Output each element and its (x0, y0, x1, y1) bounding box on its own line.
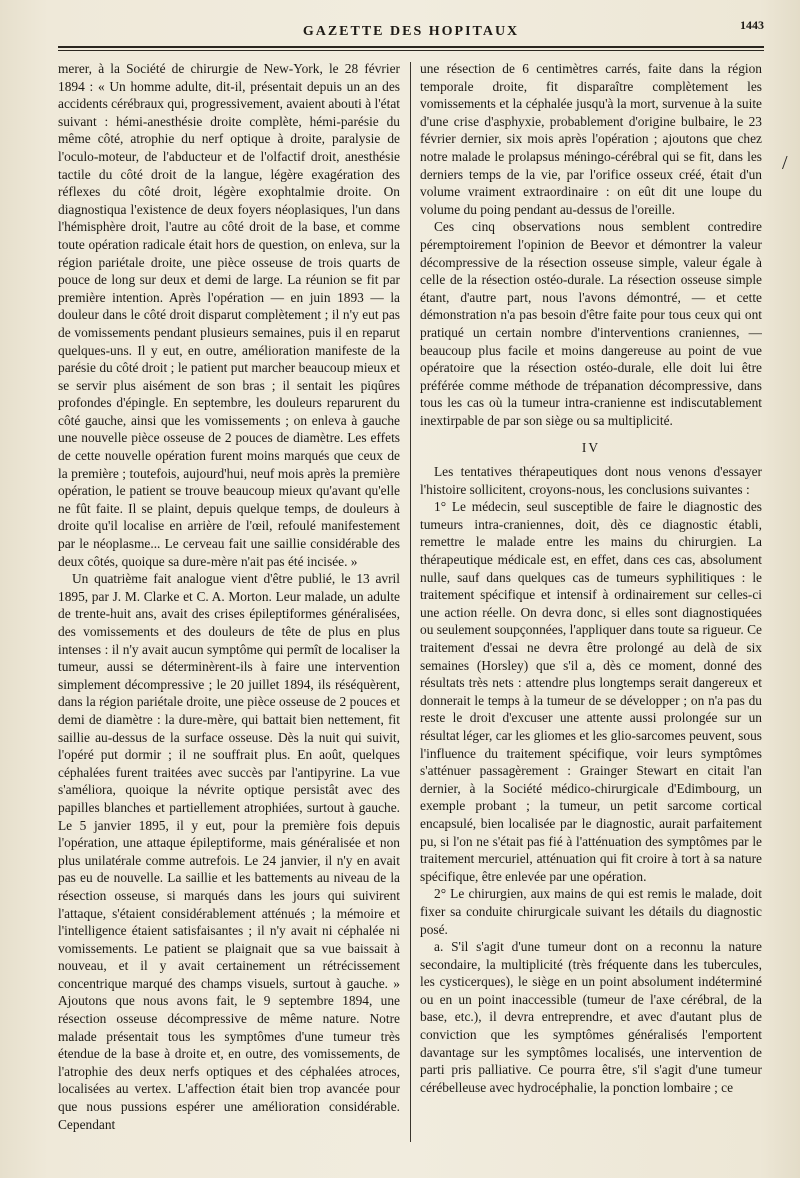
right-column (420, 60, 762, 1150)
paragraph: Un quatrième fait analogue vient d'être publié, le 13 avril 1895, par J. M. Clarke et C. A. Morton. Leur malade, un adulte de trente-huit ans, avait des crises épileptiformes généralisées, des vomissements et des douleurs de tête de plus en plus intenses : il n'y avait aucun symptôme qui permît de localiser la tumeur, aussi se déterminèrent-ils à faire une intervention simplement décompressive ; le 20 juillet 1894, ils réséquèrent, dans la région pariétale droite, une pièce osseuse de 2 pouces et demi de diamètre : la dure-mère, qui battait bien nettement, fit saillie au-dessus de la surface osseuse. Dès la nuit qui suivit, l'opéré put dormir ; il ne souffrait plus. En août, quelques céphalées furent traitées avec succès par l'antipyrine. La vue s'améliora, quoique la névrite optique persistât avec des papilles blanches et partiellement atrophiées, surtout à gauche. Le 5 janvier 1895, il y eut, pour la première fois depuis l'opération, une attaque épileptiforme, mais généralisée et non plus unilatérale comme autrefois. Le 24 janvier, il n'y en avait pas eu de nouvelle. La saillie et les battements au niveau de la résection osseuse, si marqués dans les jours qui suivirent l'attaque, s'étaient considérablement atténués ; la mémoire et l'intelligence étaient satisfaisantes ; il n'y avait ni céphalée ni vomissements. Le patient se plaignait que sa vue baissait à nouveau, et il y avait certainement un rétrécissement concentrique marqué des champs visuels, surtout à gauche. » Ajoutons que nous avons fait, le 9 septembre 1894, une résection osseuse décompressive de même nature. Notre malade présentait tous les symptômes d'une tumeur très étendue de la base à droite et, en outre, des vomissements, de l'atrophie des deux nerfs optiques et des céphalées atroces, localisées au vertex. L'affection était bien trop avancée pour que nous pussions espérer une amélioration considérable. Cependant (58, 571, 400, 1132)
paragraph: a. S'il s'agit d'une tumeur dont on a reconnu la nature secondaire, la multiplicité (très fréquente dans les tubercules, les cysticerques), le siège en un point absolument indéterminé ou en un point inaccessible (tumeur de l'axe cérébral, de la base, etc.), il devra entreprendre, et avec d'autant plus de conviction que les symptômes généralisés l'emportent davantage sur les symptômes localisés, une intervention de parti pris palliative. Ce pourra être, s'il s'agit d'une tumeur cérébelleuse avec hydrocéphalie, la ponction lombaire ; ce (420, 939, 762, 1095)
page-header (58, 14, 764, 54)
page-number: 1443 (740, 18, 764, 32)
paragraph: 1° Le médecin, seul susceptible de faire le diagnostic des tumeurs intra-craniennes, doit, dès ce diagnostic établi, remettre le malade entre les mains du chirurgien. La thérapeutique médicale est, en effet, dans ces cas, absolument nulle, sauf dans quelques cas de tumeurs syphilitiques : le traitement spécifique et intensif à ordinairement sur celles-ci une action réelle. On devra donc, si elles sont diagnostiquées ou seulement soupçonnées, l'appliquer dans toute sa rigueur. Ce traitement d'essai ne devra être prolongé au delà de six semaines (Horsley) que s'il a, dès ce moment, donné des résultats très nets : attendre plus longtemps serait dangereux et donnerait le temps à la tumeur de se développer ; on n'a pas du reste le droit d'excuser une attente aussi prolongée sur un résultat léger, car les gliomes et les glio-sarcomes peuvent, sous l'influence du traitement spécifique, voir leurs symptômes s'atténuer passagèrement : Grainger Stewart en citait l'an dernier, à la Société médico-chirurgicale d'Edimbourg, un exemple probant ; la tumeur, un petit sarcome cortical encapsulé, bien localisée par le diagnostic, aurait parfaitement pu, si l'on ne s'était pas fié à l'atténuation des symptômes par le traitement mercuriel, atténuation qui fit croire à tort à sa nature spécifique, être enlevée par une opération. (420, 499, 762, 884)
paragraph: Ces cinq observations nous semblent contredire péremptoirement l'opinion de Beevor et démontrer la valeur décompressive de la résection osseuse simple, valeur égale à celle de la résection ostéo-durale. La résection osseuse simple étant, d'autre part, nous l'avons démontré, — et cette démonstration n'a pas besoin d'être faite pour tous ceux qui ont pratiqué un certain nombre d'interventions craniennes, — beaucoup plus facile et moins dangereuse au point de vue opératoire que la résection ostéo-durale, elle doit lui être préférée comme méthode de trépanation décompressive, dans tous les cas où la tumeur intra-cranienne est indiscutablement inextirpable de par son siège ou sa multiplicité. (420, 219, 762, 428)
header-rule-thin (58, 50, 764, 51)
section-heading: IV (581, 440, 601, 456)
header-rule (58, 46, 764, 48)
paragraph: Les tentatives thérapeutiques dont nous venons d'essayer l'histoire sollicitent, croyons-nous, les conclusions suivantes : (420, 464, 762, 497)
paragraph: 2° Le chirurgien, aux mains de qui est remis le malade, doit fixer sa conduite chirurgicale suivant les détails du diagnostic posé. (420, 886, 762, 937)
column-divider (410, 62, 411, 1142)
paragraph: merer, à la Société de chirurgie de New-York, le 28 février 1894 : « Un homme adulte, dit-il, présentait depuis un an des accidents cérébraux qui, progressivement, avaient abouti à l'état suivant : hémi-anesthésie droite complète, hémi-parésie du même côté, atrophie du nerf optique à droite, paralysie de l'oculo-moteur, de l'abducteur et de l'olfactif droit, anesthésie tactile du côté droit de la langue, légère exagération des réflexes du côté droit, légère exophtalmie droite. On diagnostiqua l'existence de deux foyers néoplasiques, l'un dans l'hémisphère droit, l'autre au côté droit de la base, et comme toute opération radicale était hors de question, on enleva, sur la région pariétale droite, une pièce osseuse de trois quarts de pouce de long sur deux et demi de large. La réunion se fit par première intention. Après l'opération — en juin 1893 — la douleur dans le côté droit disparut complètement ; il n'y eut pas de vomissements pendant plusieurs semaines, puis il en reparut quelques-uns. Il y eut, en outre, amélioration manifeste de la parésie du côté droit ; le patient put marcher beaucoup mieux et se servir plus aisément de son bras ; il sentait les piqûres profondes d'épingle. En septembre, les douleurs reparurent du côté gauche, ainsi que les vomissements ; on enleva à gauche une nouvelle pièce osseuse de 2 pouces de diamètre. Les effets de cette nouvelle opération furent moins marqués que ceux de la première ; toutefois, aujourd'hui, neuf mois après la première opération, le patient se trouve beaucoup mieux qu'avant qu'elle ne fût faite. Il se plaint, depuis quelque temps, de douleurs à droite qu'il localise en arrière de l'œil, refoulé manifestement par le néoplasme... Le cerveau fait une saillie considérable des deux côtés, quoique sa dure-mère n'ait pas été incisée. » (58, 61, 400, 569)
margin-annotation: / (782, 152, 788, 174)
paragraph: une résection de 6 centimètres carrés, faite dans la région temporale droite, fit disparaître complètement les vomissements et la céphalée jusqu'à la mort, survenue à la suite d'une crise d'asphyxie, probablement d'origine bulbaire, le 23 février dernier, six mois après l'opération ; ajoutons que chez notre malade le prolapsus méningo-cérébral qui se fit, dans les derniers temps de la vie, par l'orifice osseux créé, était d'un volume vraiment extraordinaire : on eût dit une loupe du volume du poing pendant au-dessus de l'oreille. (420, 61, 762, 217)
left-column (58, 60, 400, 1150)
journal-title: GAZETTE DES HOPITAUX (302, 24, 520, 39)
